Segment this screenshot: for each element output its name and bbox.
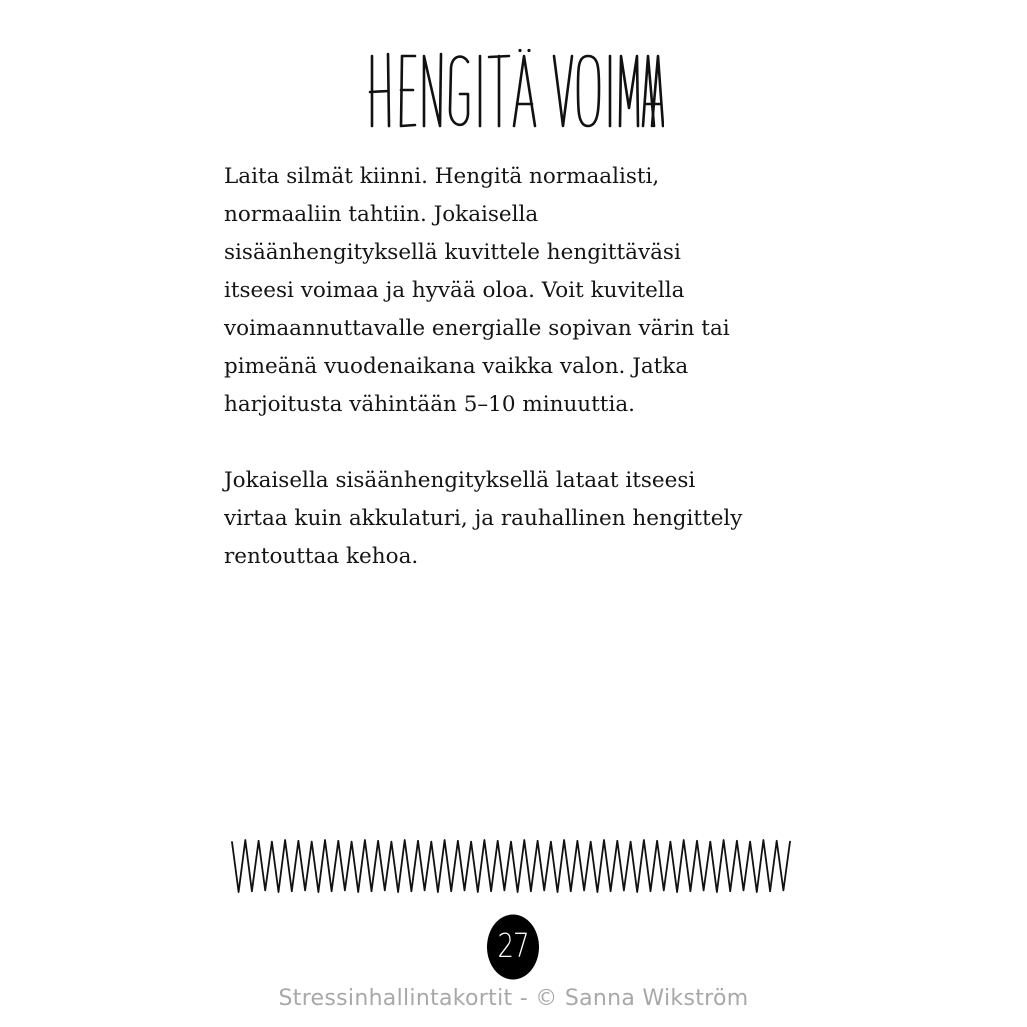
instruction-paragraph: Laita silmät kiinni. Hengitä normaalisti, normaaliin tahtiin. Jokaisella sisäänhengityksellä kuvittele hengittäväsi itseesi voimaa ja hyvää oloa. Voit kuvitella voimaannuttavalle energialle sopivan värin tai pimeänä vuodenaikana vaikka valon. Jatka harjoitusta vähintään 5–10 minuuttia. bbox=[224, 164, 730, 417]
copyright-footer: Stressinhallintakortit - © Sanna Wikström bbox=[278, 986, 749, 1011]
page-number: 27 bbox=[497, 928, 529, 966]
card-body bbox=[224, 158, 824, 614]
card-title bbox=[0, 48, 1027, 139]
zigzag-divider bbox=[230, 836, 792, 896]
card-title-lettering bbox=[364, 48, 664, 134]
card-title-text bbox=[0, 48, 1, 49]
page-number-badge bbox=[487, 915, 539, 980]
benefit-paragraph: Jokaisella sisäänhengityksellä lataat itseesi virtaa kuin akkulaturi, ja rauhallinen hengittely rentouttaa kehoa. bbox=[224, 468, 743, 569]
